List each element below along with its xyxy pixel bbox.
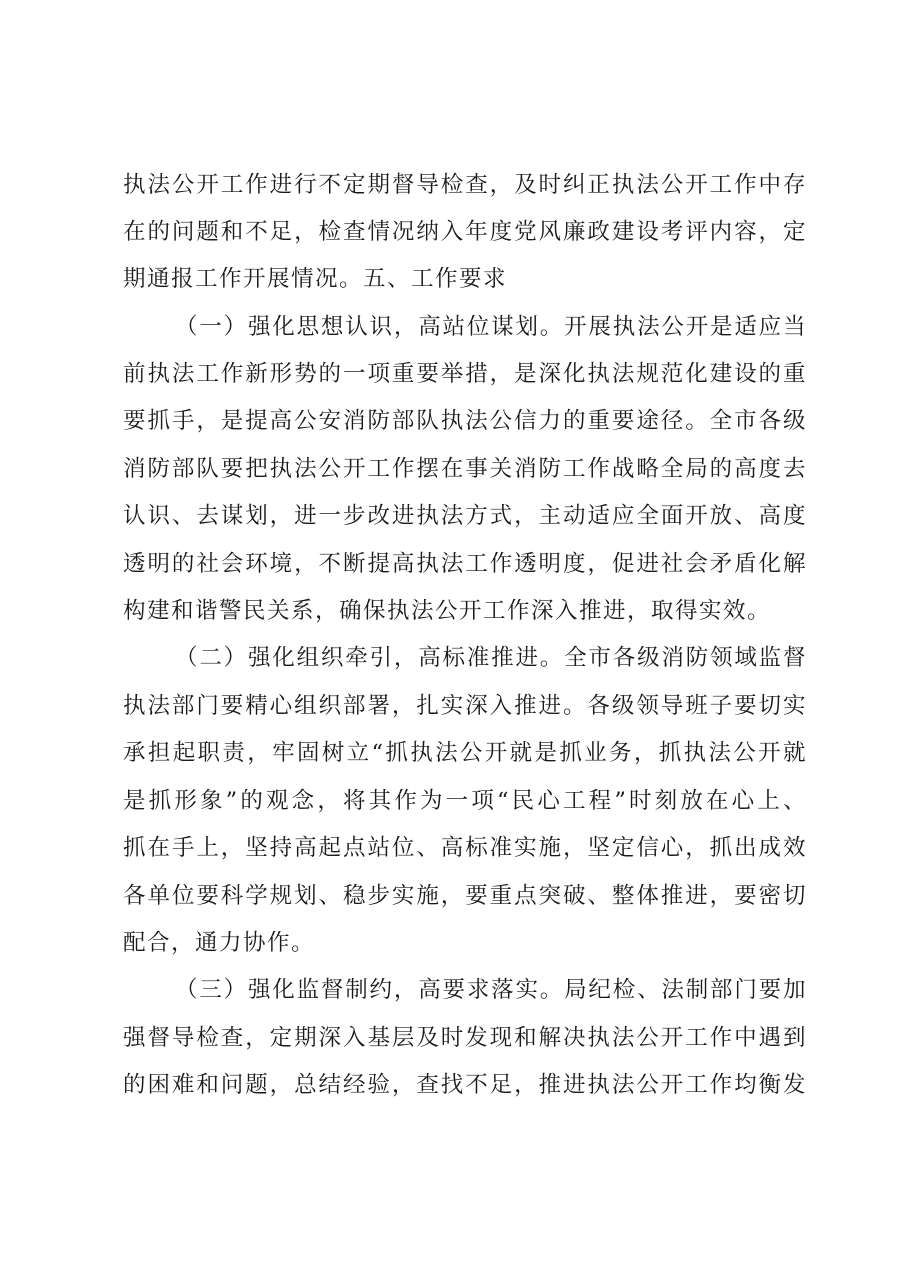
- text-line: 强督导检查，定期深入基层及时发现和解决执法公开工作中遇到: [123, 1025, 807, 1051]
- text-line: 执法公开工作进行不定期督导检查，及时纠正执法公开工作中存: [123, 172, 807, 198]
- text-line: 前执法工作新形势的一项重要举措，是深化执法规范化建设的重: [123, 361, 807, 387]
- text-line: 各单位要科学规划、稳步实施，要重点突破、整体推进，要密切: [123, 883, 807, 909]
- text-line: 配合，通力协作。: [123, 930, 316, 956]
- text-line: 的困难和问题，总结经验，查找不足，推进执法公开工作均衡发: [123, 1072, 807, 1098]
- text-line: 抓在手上，坚持高起点站位、高标准实施，坚定信心，抓出成效: [123, 835, 807, 861]
- paragraph-heading-line: （一）强化思想认识，高站位谋划。开展执法公开是适应当: [175, 314, 807, 340]
- text-line: 要抓手，是提高公安消防部队执法公信力的重要途径。全市各级: [123, 408, 807, 434]
- text-line: 在的问题和不足，检查情况纳入年度党风廉政建设考评内容，定: [123, 219, 807, 245]
- paragraph-heading-line: （二）强化组织牵引，高标准推进。全市各级消防领域监督: [175, 645, 807, 671]
- paragraph-heading-line: （三）强化监督制约，高要求落实。局纪检、法制部门要加: [175, 977, 807, 1003]
- text-line: 构建和谐警民关系，确保执法公开工作深入推进，取得实效。: [123, 598, 772, 624]
- text-line: 认识、去谋划，进一步改进执法方式，主动适应全面开放、高度: [123, 503, 807, 529]
- text-line: 期通报工作开展情况。五、工作要求: [123, 266, 508, 292]
- text-line: 消防部队要把执法公开工作摆在事关消防工作战略全局的高度去: [123, 456, 807, 482]
- text-line: 透明的社会环境，不断提高执法工作透明度，促进社会矛盾化解: [123, 551, 807, 577]
- text-line: 承担起职责，牢固树立“抓执法公开就是抓业务，抓执法公开就: [123, 740, 807, 766]
- text-line: 是抓形象”的观念，将其作为一项“民心工程”时刻放在心上、: [123, 788, 807, 814]
- text-line: 执法部门要精心组织部署，扎实深入推进。各级领导班子要切实: [123, 693, 807, 719]
